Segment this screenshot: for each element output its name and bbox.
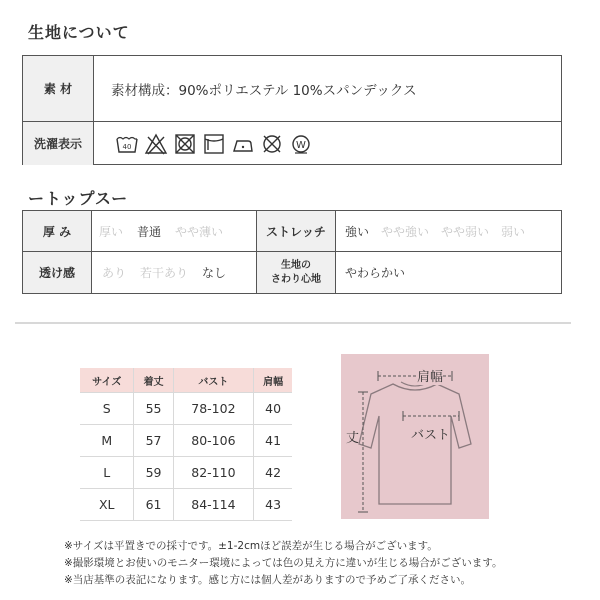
note-line: ※サイズは平置きでの採寸です。±1-2cmほど誤差が生じる場合がございます。 bbox=[64, 540, 438, 552]
fabric-table bbox=[22, 55, 562, 165]
notes bbox=[64, 538, 502, 589]
thickness-label: 厚 み bbox=[23, 211, 92, 251]
washing-label: 洗濯表示 bbox=[23, 122, 94, 165]
thickness-option-slightly-thin: やや薄い bbox=[175, 224, 224, 239]
table-row bbox=[80, 425, 292, 457]
size-cell: L bbox=[80, 457, 134, 489]
shoulder-label: 肩幅 bbox=[417, 366, 443, 385]
feel-label-line2: さわり心地 bbox=[271, 273, 321, 285]
wet-clean-letter: W bbox=[296, 140, 306, 151]
section-divider bbox=[15, 322, 571, 324]
header-size: サイズ bbox=[80, 368, 134, 393]
table-row bbox=[80, 393, 292, 425]
sheer-option-slight: 若干あり bbox=[140, 266, 189, 280]
bust-cell: 78-102 bbox=[173, 393, 254, 425]
material-value: 素材構成：90%ポリエステル 10%スパンデックス bbox=[111, 83, 417, 99]
bust-cell: 80-106 bbox=[173, 425, 254, 457]
tops-table bbox=[22, 210, 562, 294]
length-cell: 59 bbox=[134, 457, 173, 489]
length-cell: 57 bbox=[134, 425, 173, 457]
no-dry-clean-icon bbox=[260, 132, 284, 156]
material-row bbox=[23, 56, 561, 121]
table-row bbox=[80, 457, 292, 489]
length-cell: 61 bbox=[134, 489, 173, 521]
sheer-option-none: なし bbox=[202, 266, 227, 280]
length-label: 丈 bbox=[346, 431, 360, 446]
shoulder-cell: 43 bbox=[254, 489, 292, 521]
stretch-option-weak: 弱い bbox=[501, 224, 526, 239]
note-line: ※撮影環境とお使いのモニター環境によっては色の見え方に違いが生じる場合がございます。 bbox=[64, 557, 503, 569]
size-cell: M bbox=[80, 425, 134, 457]
thickness-options bbox=[99, 211, 255, 251]
length-cell: 55 bbox=[134, 393, 173, 425]
shoulder-cell: 40 bbox=[254, 393, 292, 425]
feel-label bbox=[257, 252, 336, 293]
shoulder-cell: 42 bbox=[254, 457, 292, 489]
shoulder-cell: 41 bbox=[254, 425, 292, 457]
bust-cell: 82-110 bbox=[173, 457, 254, 489]
stretch-option-slightly-weak: やや弱い bbox=[441, 224, 490, 239]
thickness-option-normal: 普通 bbox=[137, 224, 162, 239]
header-shoulder: 肩幅 bbox=[254, 368, 292, 393]
stretch-options bbox=[345, 211, 559, 251]
bust-label: バスト bbox=[411, 428, 451, 443]
line-dry-icon bbox=[202, 132, 226, 156]
washing-icons bbox=[115, 132, 313, 156]
feel-label-line1: 生地の bbox=[281, 259, 311, 271]
measurement-diagram bbox=[341, 354, 489, 519]
no-bleach-icon bbox=[144, 132, 168, 156]
thickness-option-thick: 厚い bbox=[99, 224, 124, 239]
stretch-option-slightly-strong: やや強い bbox=[381, 224, 430, 239]
fabric-heading: 生地について bbox=[28, 23, 130, 42]
sheer-option-yes: あり bbox=[102, 266, 127, 280]
sheer-label: 透け感 bbox=[23, 252, 92, 293]
wet-clean-icon bbox=[289, 132, 313, 156]
size-cell: XL bbox=[80, 489, 134, 521]
size-table bbox=[80, 368, 292, 521]
tops-heading: ートップスー bbox=[28, 189, 129, 208]
stretch-option-strong: 強い bbox=[345, 224, 370, 239]
no-tumble-dry-icon bbox=[173, 132, 197, 156]
header-bust: バスト bbox=[173, 368, 254, 393]
header-length: 着丈 bbox=[134, 368, 173, 393]
bust-cell: 84-114 bbox=[173, 489, 254, 521]
note-line: ※当店基準の表記になります。感じ方には個人差がありますので予めご了承ください。 bbox=[64, 574, 471, 586]
iron-low-icon bbox=[231, 132, 255, 156]
material-label: 素 材 bbox=[23, 56, 94, 121]
feel-value: やわらかい bbox=[345, 266, 406, 280]
wash-temp: 40 bbox=[122, 143, 132, 151]
size-cell: S bbox=[80, 393, 134, 425]
washing-row bbox=[23, 121, 561, 165]
table-row bbox=[80, 489, 292, 521]
wash-40-icon bbox=[115, 132, 139, 156]
sheer-options bbox=[102, 252, 256, 293]
size-table-header bbox=[80, 368, 292, 393]
stretch-label: ストレッチ bbox=[257, 211, 336, 251]
